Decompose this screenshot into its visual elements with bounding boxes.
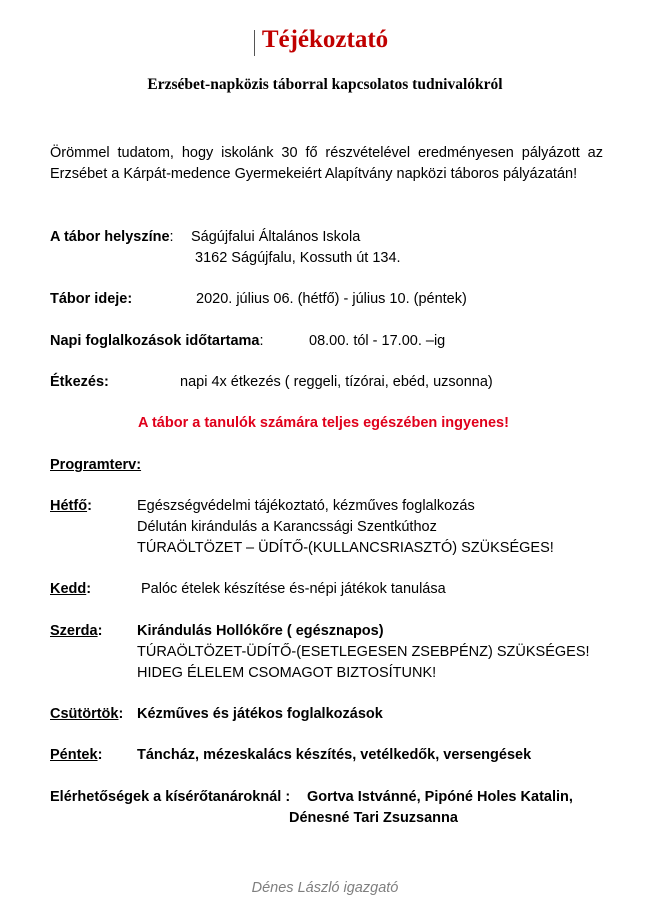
intro-paragraph: Örömmel tudatom, hogy iskolánk 30 fő részvételével eredményesen pályázott az Erzsébet a Kárpát-medence Gyermekeiért Alapítvány napközi táboros pályázatán!: [50, 145, 603, 182]
day-wednesday-colon: :: [97, 623, 103, 639]
monday-line-1: Egészségvédelmi tájékoztató, kézműves foglalkozás: [137, 498, 475, 514]
signature: Dénes László igazgató: [251, 880, 399, 896]
contacts-line-1: Gortva Istvánné, Pipóné Holes Katalin,: [307, 789, 573, 805]
location-colon: :: [169, 229, 174, 245]
day-thursday-label: Csütörtök: [50, 706, 119, 722]
day-tuesday-colon: :: [86, 581, 92, 597]
free-notice: A tábor a tanulók számára teljes egészében ingyenes!: [138, 415, 509, 431]
day-thursday: [50, 706, 123, 722]
page-subtitle: Erzsébet-napközis táborral kapcsolatos tudnivalókról: [147, 76, 503, 93]
duration-value: 08.00. tól - 17.00. –ig: [309, 333, 446, 349]
day-thursday-colon: :: [118, 706, 124, 722]
date-value: 2020. július 06. (hétfő) - július 10. (péntek): [196, 291, 467, 307]
day-friday-colon: :: [97, 747, 103, 763]
tuesday-text: Palóc ételek készítése és-népi játékok tanulása: [141, 581, 446, 597]
day-wednesday: [50, 623, 102, 639]
page-title: Téjékoztató: [261, 26, 389, 53]
day-tuesday: [50, 581, 91, 597]
thursday-text: Kézműves és játékos foglalkozások: [137, 706, 383, 722]
wednesday-line-2: TÚRAÖLTÖZET-ÜDÍTŐ-(ESETLEGESEN ZSEBPÉNZ) SZÜKSÉGES!: [137, 644, 590, 660]
day-monday-colon: :: [87, 498, 92, 514]
duration-row: [50, 333, 264, 349]
contacts-line-2: Dénesné Tari Zsuzsanna: [289, 810, 458, 826]
contacts-label: Elérhetőségek a kísérőtanároknál :: [50, 789, 291, 805]
day-monday-label: Hétfő: [50, 498, 88, 514]
day-friday: [50, 747, 102, 763]
duration-label: Napi foglalkozások időtartama: [50, 333, 260, 349]
location-line-1: Ságújfalui Általános Iskola: [191, 229, 361, 245]
day-wednesday-label: Szerda: [50, 623, 98, 639]
location-label: A tábor helyszíne: [50, 229, 170, 245]
day-tuesday-label: Kedd: [50, 581, 87, 597]
location-row: [50, 229, 174, 245]
wednesday-line-1: Kirándulás Hollókőre ( egésznapos): [137, 623, 384, 639]
meals-label: Étkezés:: [50, 374, 109, 390]
location-line-2: 3162 Ságújfalu, Kossuth út 134.: [195, 250, 401, 266]
duration-colon: :: [259, 333, 264, 349]
monday-line-3: TÚRAÖLTÖZET – ÜDÍTŐ-(KULLANCSRIASZTÓ) SZÜKSÉGES!: [137, 540, 554, 556]
day-friday-label: Péntek: [50, 747, 98, 763]
day-monday: [50, 498, 92, 514]
friday-text: Táncház, mézeskalács készítés, vetélkedők, versengések: [137, 747, 532, 763]
program-heading: Programterv:: [50, 457, 142, 473]
meals-value: napi 4x étkezés ( reggeli, tízórai, ebéd, uzsonna): [180, 374, 493, 390]
monday-line-2: Délután kirándulás a Karancssági Szentkúthoz: [137, 519, 437, 535]
wednesday-line-3: HIDEG ÉLELEM CSOMAGOT BIZTOSÍTUNK!: [137, 665, 437, 681]
date-label: Tábor ideje:: [50, 291, 133, 307]
